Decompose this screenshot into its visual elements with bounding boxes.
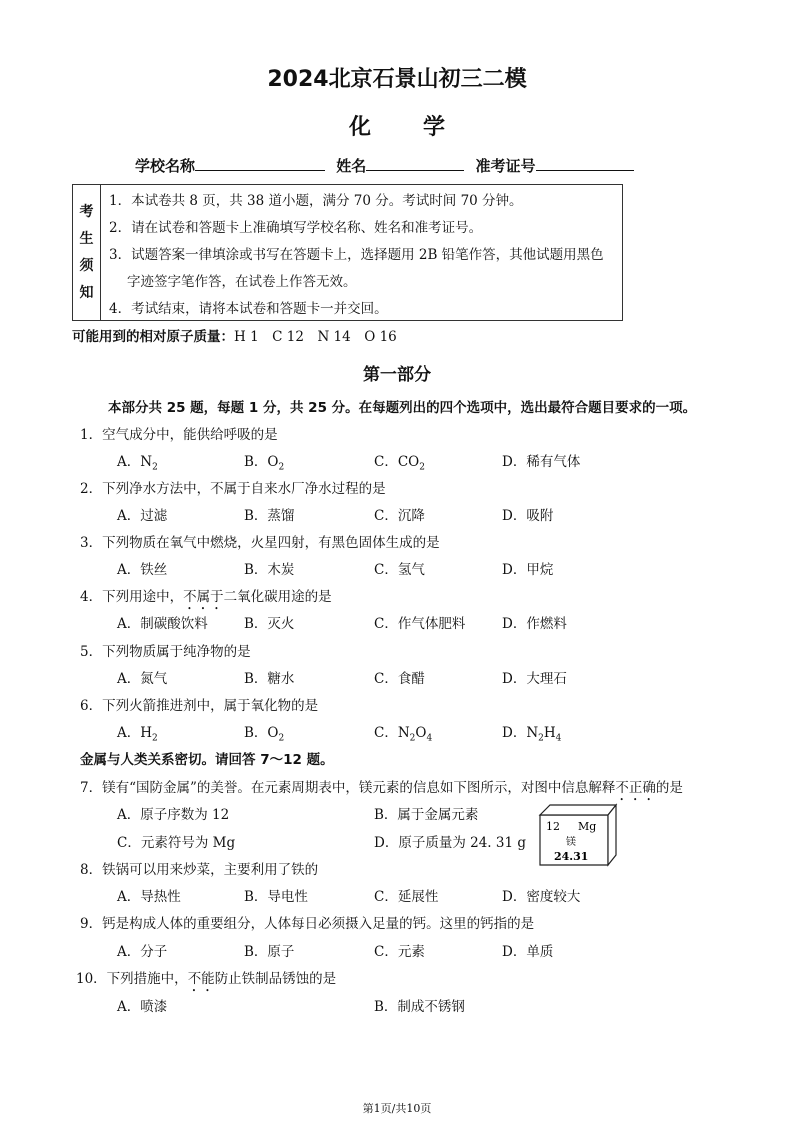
option-d: D．大理石: [502, 671, 567, 687]
option-c: C．沉降: [374, 508, 425, 524]
element-card-side: [608, 805, 616, 865]
question-stem: 8．铁锅可以用来炒菜，主要利用了铁的: [80, 862, 319, 878]
option-b: B．$O_2$: [244, 725, 285, 744]
notice-side-label: [73, 185, 101, 320]
option-b: B．制成不锈钢: [374, 999, 465, 1015]
page-footer: 第1页/共10页: [362, 1102, 432, 1115]
question-stem: 4．下列用途中，不属于二氧化碳用途的是: [80, 589, 332, 605]
school-blank[interactable]: [195, 156, 325, 171]
option-c: C．元素符号为 Mg: [117, 835, 236, 851]
notice-side-char: 须: [79, 257, 94, 274]
notice-item: 2．请在试卷和答题卡上准确填写学校名称、姓名和准考证号。: [109, 220, 483, 236]
option-a: A．$N_2$: [117, 454, 158, 473]
id-blank[interactable]: [536, 156, 634, 171]
option-a: A．导热性: [117, 889, 181, 905]
student-info-line: [135, 155, 634, 176]
question-stem: 1．空气成分中，能供给呼吸的是: [80, 427, 278, 443]
emphasis-text: 不属于: [183, 589, 224, 605]
emphasis-text: 不能: [187, 971, 215, 987]
notice-item: 1．本试卷共 8 页，共 38 道小题，满分 70 分。考试时间 70 分钟。: [109, 193, 523, 209]
school-label: 学校名称: [135, 157, 196, 175]
notice-item: 3．试题答案一律填涂或书写在答题卡上，选择题用 2B 铅笔作答，其他试题用黑色: [109, 247, 604, 263]
option-d: D．单质: [502, 944, 554, 960]
question-stem: 10．下列措施中，不能防止铁制品锈蚀的是: [76, 971, 337, 987]
emphasis-text: 不正确: [615, 780, 656, 796]
notice-side-char: 生: [79, 230, 94, 247]
exam-title: 2024北京石景山初三二模: [267, 67, 527, 92]
group-note: 金属与人类关系密切。请回答 7～12 题。: [80, 752, 334, 768]
element-mass: 24.31: [554, 850, 589, 863]
question-stem: 9．钙是构成人体的重要组分，人体每日必须摄入足量的钙。这里的钙指的是: [80, 916, 535, 932]
question-stem: 5．下列物质属于纯净物的是: [80, 644, 251, 660]
atomic-mass-values: H 1 C 12 N 14 O 16: [234, 329, 397, 345]
option-c: C．食醋: [374, 671, 425, 687]
id-label: 准考证号: [475, 157, 536, 175]
option-c: C．$CO_2$: [374, 454, 425, 473]
option-a: A．过滤: [117, 508, 168, 524]
option-a: A．制碳酸饮料: [117, 616, 208, 632]
element-card: [538, 803, 618, 867]
option-c: C．延展性: [374, 889, 439, 905]
atomic-mass-label: 可能用到的相对原子质量：: [72, 329, 234, 345]
option-b: B．糖水: [244, 671, 295, 687]
option-c: C．元素: [374, 944, 425, 960]
section-title: 第一部分: [363, 365, 431, 385]
notice-side-char: 考: [79, 203, 94, 220]
option-d: D．稀有气体: [502, 454, 581, 470]
option-b: B．木炭: [244, 562, 295, 578]
option-d: D．$N_2H_4$: [502, 725, 562, 744]
notice-side-char: 知: [79, 284, 94, 301]
option-d: D．甲烷: [502, 562, 554, 578]
element-name: 镁: [566, 837, 576, 848]
question-stem: 7．镁有“国防金属”的美誉。在元素周期表中，镁元素的信息如下图所示，对图中信息解释不正确的是: [80, 780, 683, 796]
option-a: A．分子: [117, 944, 168, 960]
option-b: B．$O_2$: [244, 454, 285, 473]
option-c: C．氢气: [374, 562, 425, 578]
name-blank[interactable]: [366, 156, 464, 171]
element-number: 12: [546, 820, 560, 833]
element-symbol: Mg: [578, 820, 597, 833]
subject-title: 化学: [348, 115, 497, 140]
question-stem: 2．下列净水方法中，不属于自来水厂净水过程的是: [80, 481, 386, 497]
option-d: D．作燃料: [502, 616, 567, 632]
option-b: B．导电性: [244, 889, 308, 905]
question-stem: 3．下列物质在氧气中燃烧，火星四射，有黑色固体生成的是: [80, 535, 440, 551]
option-a: A．铁丝: [117, 562, 168, 578]
option-a: A．氮气: [117, 671, 168, 687]
element-card-top: [540, 805, 616, 815]
notice-box: [72, 184, 623, 321]
option-b: B．属于金属元素: [374, 807, 479, 823]
option-b: B．原子: [244, 944, 295, 960]
notice-item: 4．考试结束，请将本试卷和答题卡一并交回。: [109, 301, 388, 317]
section-intro: 本部分共 25 题，每题 1 分，共 25 分。在每题列出的四个选项中，选出最符合题目要求的一项。: [108, 400, 697, 416]
atomic-mass-line: [72, 325, 397, 345]
option-d: D．密度较大: [502, 889, 581, 905]
option-a: A．原子序数为 12: [117, 807, 230, 823]
option-d: D．吸附: [502, 508, 554, 524]
option-c: C．作气体肥料: [374, 616, 466, 632]
notice-item: 字迹签字笔作答，在试卷上作答无效。: [127, 274, 357, 290]
option-d: D．原子质量为 24. 31 g: [374, 835, 526, 851]
option-b: B．蒸馏: [244, 508, 295, 524]
option-c: C．$N_2O_4$: [374, 725, 433, 744]
question-stem: 6．下列火箭推进剂中，属于氧化物的是: [80, 698, 319, 714]
option-a: A．喷漆: [117, 999, 168, 1015]
name-label: 姓名: [336, 157, 367, 175]
option-b: B．灭火: [244, 616, 295, 632]
option-a: A．$H_2$: [117, 725, 158, 744]
